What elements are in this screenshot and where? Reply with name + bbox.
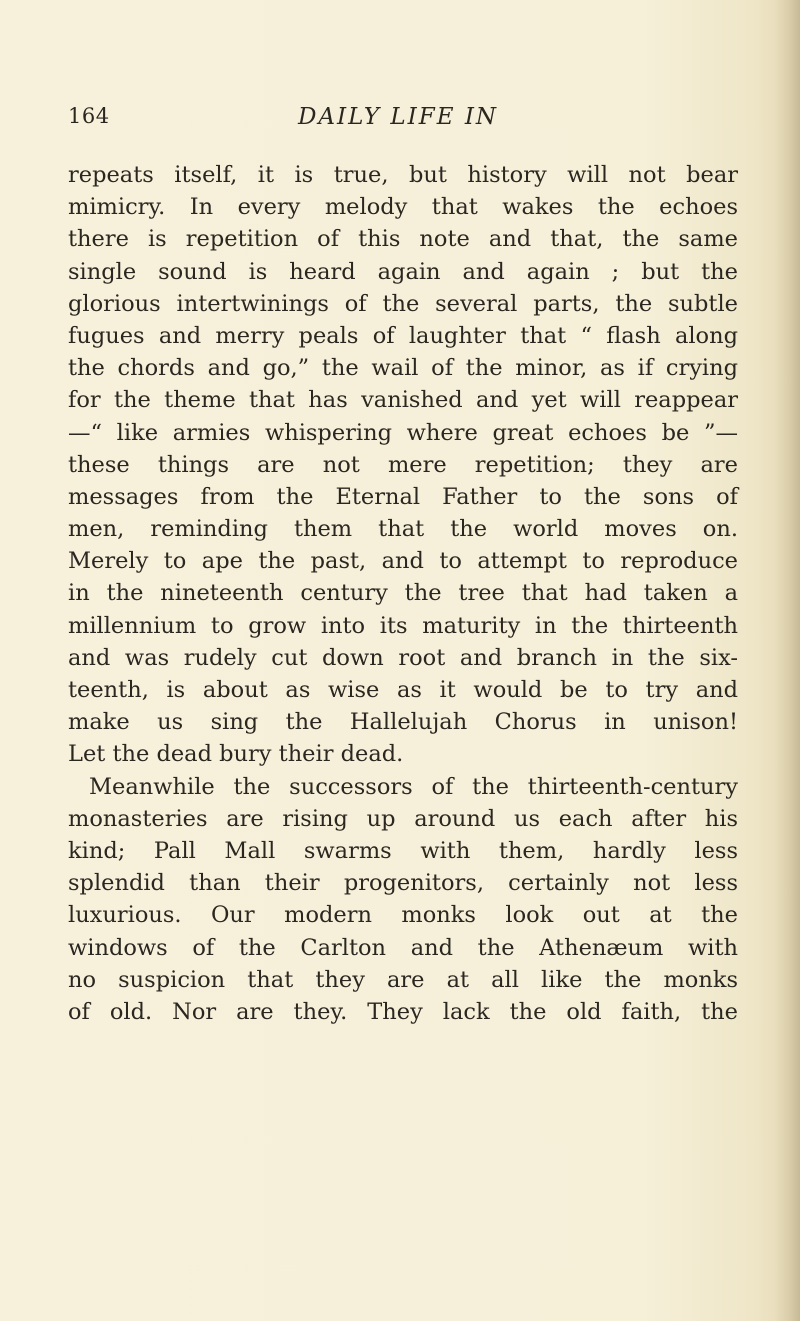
text-line: no suspicion that they are at all like the monks: [68, 966, 738, 993]
text-line: make us sing the Hallelujah Chorus in unison!: [68, 709, 738, 736]
text-line: and was rudely cut down root and branch in the six-: [68, 644, 738, 671]
text-line: the chords and go,” the wail of the minor, as if crying: [68, 355, 738, 382]
text-line: these things are not mere repetition; they are: [68, 451, 738, 478]
text-line: Merely to ape the past, and to attempt to reproduce: [68, 548, 738, 575]
running-head: DAILY LIFE IN: [297, 104, 499, 130]
text-line: kind; Pall Mall swarms with them, hardly less: [68, 837, 738, 864]
text-line: Let the dead bury their dead.: [68, 741, 404, 768]
text-line: Meanwhile the successors of the thirteenth-century: [89, 773, 738, 800]
text-line: of old. Nor are they. They lack the old faith, the: [68, 998, 738, 1025]
page-header: [68, 104, 728, 140]
text-line: windows of the Carlton and the Athenæum with: [68, 934, 738, 961]
page-edge-shadow: [774, 0, 800, 1321]
text-line: —“ like armies whispering where great echoes be ”—: [68, 419, 738, 446]
page-number: 164: [68, 104, 110, 128]
text-line: for the theme that has vanished and yet will reappear: [68, 387, 738, 414]
text-line: there is repetition of this note and that, the same: [68, 226, 738, 253]
text-line: monasteries are rising up around us each after his: [68, 805, 738, 832]
body-text: [68, 159, 738, 1028]
text-line: millennium to grow into its maturity in the thirteenth: [68, 612, 738, 639]
text-line: luxurious. Our modern monks look out at the: [68, 902, 738, 929]
text-line: single sound is heard again and again ; but the: [68, 258, 738, 285]
text-line: messages from the Eternal Father to the sons of: [68, 483, 738, 510]
text-line: fugues and merry peals of laughter that “ flash along: [68, 322, 738, 349]
text-line: mimicry. In every melody that wakes the echoes: [68, 194, 738, 221]
text-line: repeats itself, it is true, but history will not bear: [68, 162, 738, 188]
text-line: men, reminding them that the world moves on.: [68, 516, 738, 543]
text-line: in the nineteenth century the tree that had taken a: [68, 580, 738, 607]
text-line: teenth, is about as wise as it would be to try and: [68, 677, 738, 703]
text-line: splendid than their progenitors, certainly not less: [68, 870, 738, 897]
text-line: glorious intertwinings of the several parts, the subtle: [68, 290, 738, 317]
